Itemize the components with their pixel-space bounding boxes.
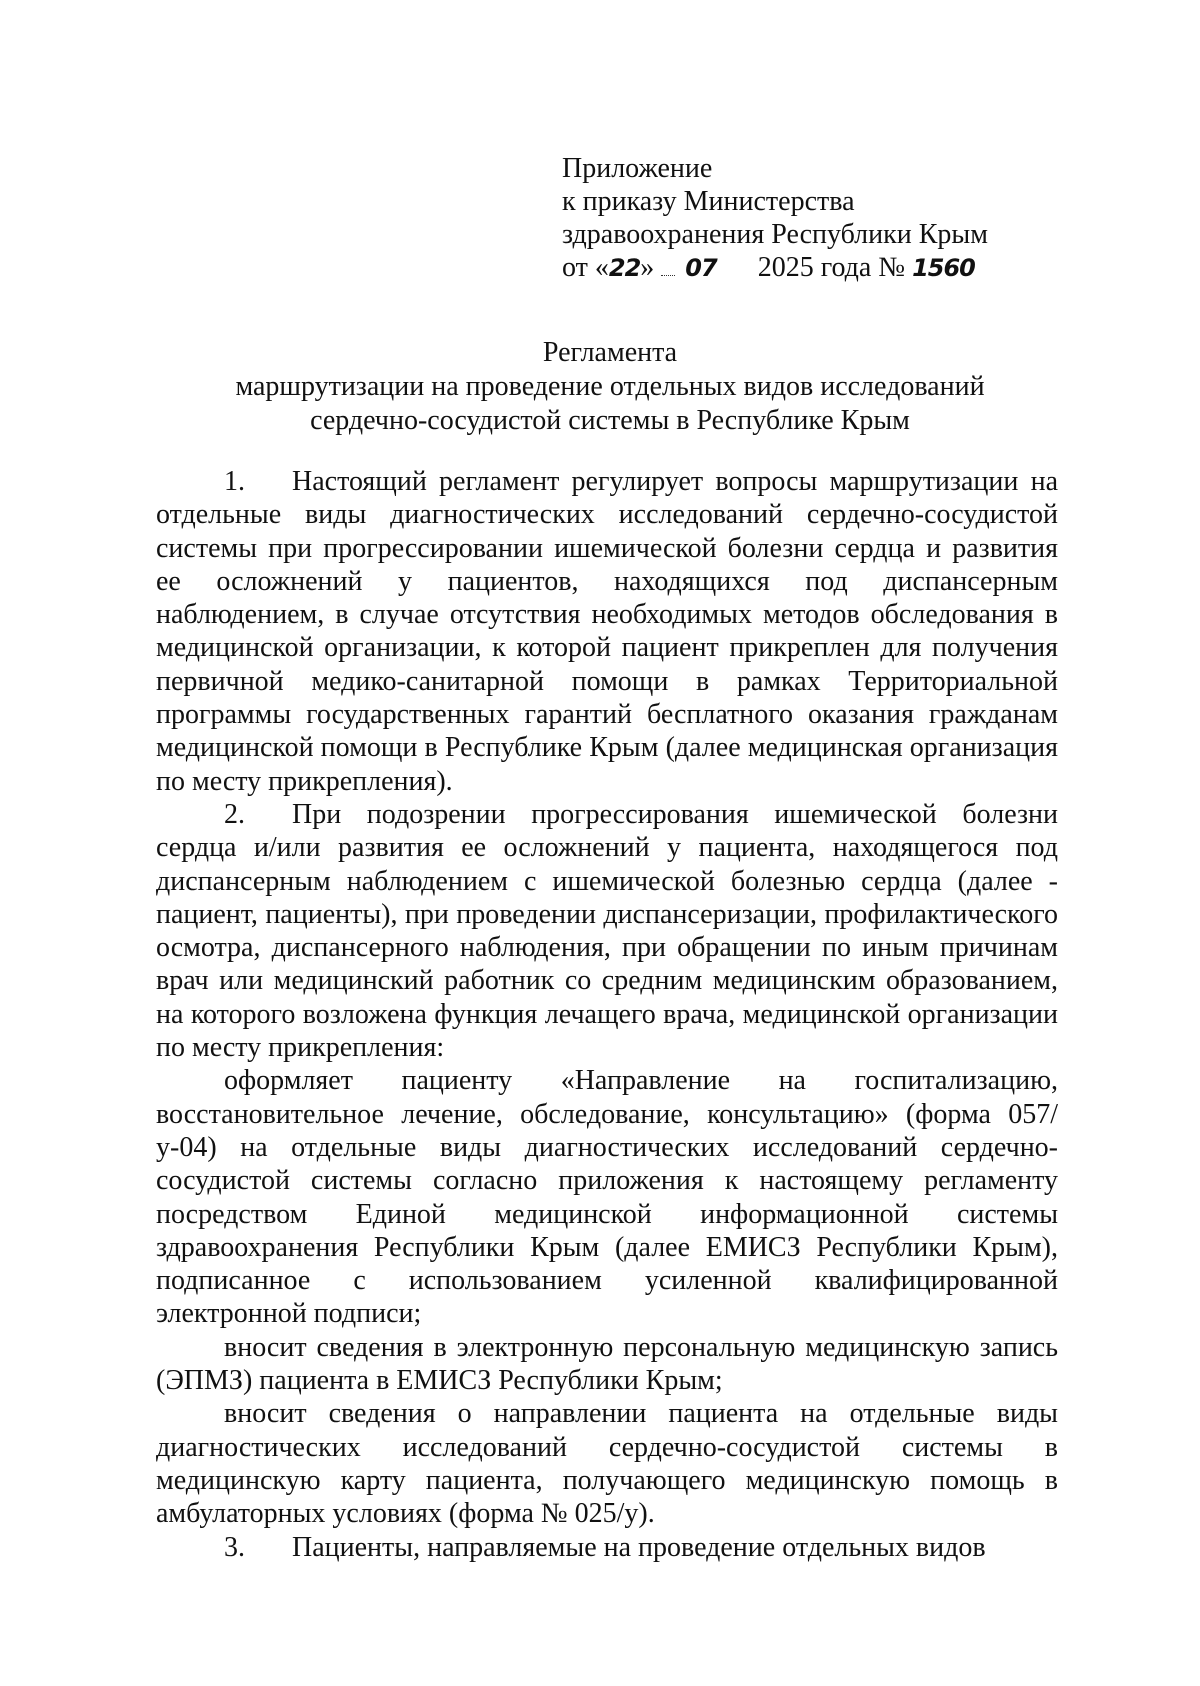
- document-title: [150, 336, 1070, 438]
- appendix-line-3: здравоохранения Республики Крым: [562, 219, 988, 250]
- document-body: [156, 465, 1058, 1564]
- paragraph-2-text: При подозрении прогрессирования ишемической болезни сердца и/или развития ее осложнений у пациента, находящегося под диспансерным наблюдением с ишемической болезнью сердца (далее - пациент, пациенты), при проведении диспансеризации, профилактического осмотра, диспансерного наблюдения, при обращении по иным причинам врач или медицинский работник со средним медицинским образованием, на которого возложена функция лечащего врача, медицинской организации по месту прикрепления:: [156, 798, 1058, 1064]
- paragraph-1: [156, 465, 1058, 798]
- paragraph-1-text: Настоящий регламент регулирует вопросы маршрутизации на отдельные виды диагностических исследований сердечно-сосудистой системы при прогрессировании ишемической болезни сердца и развития ее осложнений у пациентов, находящихся под диспансерным наблюдением, в случае отсутствия необходимых методов обследования в медицинской организации, к которой пациент прикреплен для получения первичной медико-санитарной помощи в рамках Территориальной программы государственных гарантий бесплатного оказания гражданам медицинской помощи в Республике Крым (далее медицинская организация по месту прикрепления).: [156, 466, 1058, 797]
- title-line-1: Регламента: [542, 337, 678, 368]
- date-mid: »: [640, 252, 662, 283]
- paragraph-1-number: 1.: [224, 466, 245, 497]
- appendix-header: [562, 152, 1082, 285]
- date-suffix: 2025 года №: [750, 252, 913, 283]
- order-number: 1560: [912, 254, 975, 282]
- paragraph-3-number: 3.: [224, 1531, 245, 1563]
- paragraph-3-text: Пациенты, направляемые на проведение отдельных видов: [292, 1531, 986, 1563]
- paragraph-2c: вносит сведения о направлении пациента на отдельные виды диагностических исследований сердечно-сосудистой системы в медицинскую карту пациента, получающего медицинскую помощь в амбулаторных условиях (форма № 025/у).: [156, 1398, 1058, 1530]
- appendix-line-2: к приказу Министерства: [562, 186, 855, 217]
- date-prefix: от «: [562, 252, 609, 283]
- appendix-date-line: [562, 251, 1082, 285]
- paragraph-2a: оформляет пациенту «Направление на госпитализацию, восстановительное лечение, обследование, консультацию» (форма 057/у-04) на отдельные виды диагностических исследований сердечно-сосудистой системы согласно приложения к настоящему регламенту посредством Единой медицинской информационной системы здравоохранения Республики Крым (далее ЕМИСЗ Республики Крым), подписанное с использованием усиленной квалифицированной электронной подписи;: [156, 1065, 1058, 1330]
- paragraph-3: [156, 1531, 1058, 1564]
- date-month: 07: [685, 254, 717, 282]
- paragraph-2-number: 2.: [224, 798, 245, 830]
- title-line-3: сердечно-сосудистой системы в Республике Крым: [310, 405, 910, 436]
- paragraph-2: [156, 798, 1058, 1064]
- title-line-2: маршрутизации на проведение отдельных видов исследований: [235, 371, 985, 402]
- appendix-line-1: Приложение: [562, 153, 713, 184]
- paragraph-2b: вносит сведения в электронную персональную медицинскую запись (ЭПМЗ) пациента в ЕМИСЗ Республики Крым;: [156, 1331, 1058, 1397]
- date-day: 22: [608, 254, 641, 282]
